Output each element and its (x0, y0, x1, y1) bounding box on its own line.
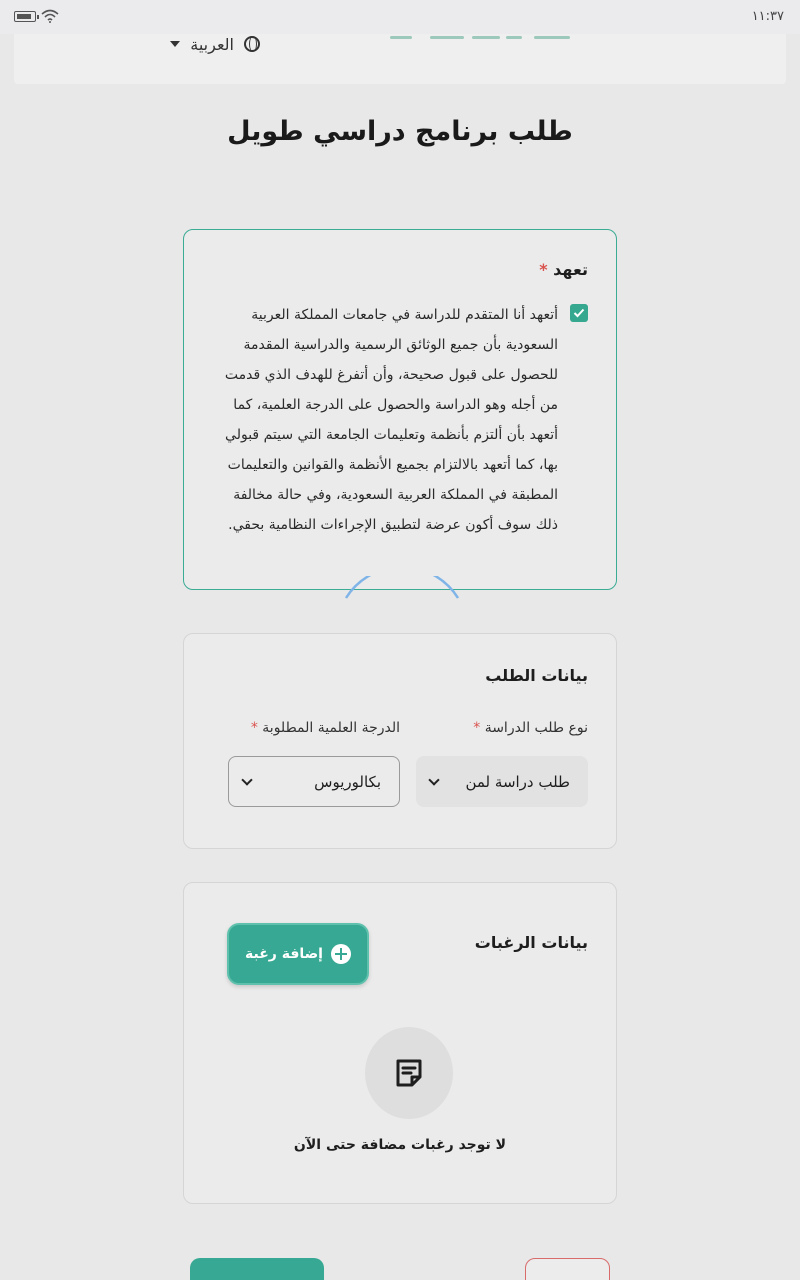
study-type-label-text: نوع طلب الدراسة (484, 720, 588, 736)
study-type-value: طلب دراسة لمن (465, 772, 570, 791)
caret-down-icon (170, 41, 180, 47)
wishes-title: بيانات الرغبات (474, 933, 588, 952)
required-mark: * (539, 260, 548, 279)
pledge-text: أتعهد أنا المتقدم للدراسة في جامعات المملكة العربية السعودية بأن جميع الوثائق الرسمية والدراسية المقدمة للحصول على قبول صحيحة، وأن أتفرغ للهدف الذي قدمت من أجله وهو الدراسة والحصول على الدرجة العلمية، كما أتعهد بأن ألتزم بأنظمة وتعليمات الجامعة التي سيتم قبولي بها، كما أتعهد بالالتزام بجميع الأنظمة والقوانين والتعليمات المطبقة في المملكة العربية السعودية، وفي حالة مخالفة ذلك سوف أكون عرضة لتطبيق الإجراءات النظامية بحقي. (224, 307, 558, 533)
required-mark: * (473, 720, 481, 736)
add-wish-button[interactable] (227, 923, 369, 985)
add-wish-label: إضافة رغبة (245, 946, 323, 962)
required-mark: * (250, 720, 258, 736)
chevron-down-icon (428, 774, 439, 785)
pledge-title-text: تعهد (553, 260, 588, 279)
language-switcher[interactable] (154, 34, 260, 54)
top-bar (14, 34, 786, 84)
empty-state-text: لا توجد رغبات مضافة حتى الآن (293, 1137, 507, 1153)
next-button[interactable] (190, 1258, 324, 1280)
page-title: طلب برنامج دراسي طويل (227, 116, 573, 147)
battery-icon (14, 11, 36, 22)
language-label: العربية (190, 34, 234, 54)
status-bar (0, 0, 800, 34)
degree-value: بكالوريوس (314, 772, 381, 791)
plus-circle-icon (331, 944, 351, 964)
pledge-checkbox[interactable] (570, 304, 588, 322)
study-type-select[interactable] (416, 756, 588, 807)
degree-label (251, 720, 400, 736)
pledge-title (539, 260, 588, 279)
back-button[interactable] (525, 1258, 610, 1280)
globe-icon (244, 36, 260, 52)
empty-state-circle (365, 1027, 453, 1119)
note-icon (393, 1057, 425, 1089)
request-card (183, 633, 617, 849)
wifi-icon (41, 9, 59, 23)
study-type-label (473, 720, 588, 736)
degree-select[interactable] (228, 756, 400, 807)
partner-logos (374, 34, 574, 44)
status-time: ١١:٣٧ (751, 9, 784, 24)
wishes-card (183, 882, 617, 1204)
degree-label-text: الدرجة العلمية المطلوبة (262, 720, 400, 736)
pledge-row (212, 300, 588, 540)
request-title: بيانات الطلب (485, 666, 588, 685)
check-icon (573, 308, 585, 318)
pledge-card (183, 229, 617, 590)
chevron-down-icon (241, 774, 252, 785)
